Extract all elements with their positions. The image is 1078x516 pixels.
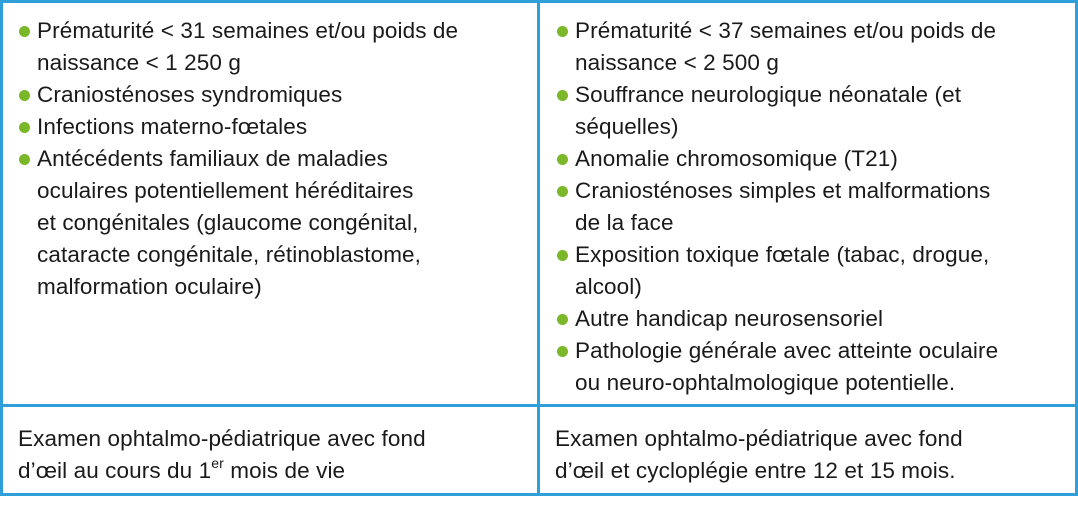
criteria-item-line: alcool)	[575, 274, 642, 299]
right-exam-cell	[540, 407, 1078, 496]
bullet-dot-icon	[19, 90, 30, 101]
left-criteria-list	[17, 15, 523, 303]
left-exam-cell	[3, 407, 540, 496]
left-exam-line-1: Examen ophtalmo-pédiatrique avec fond	[18, 426, 426, 451]
bullet-dot-icon	[557, 154, 568, 165]
criteria-item	[555, 15, 1064, 79]
criteria-item-line: malformation oculaire)	[37, 274, 262, 299]
criteria-item	[17, 143, 523, 303]
right-criteria-cell	[540, 3, 1078, 407]
criteria-item	[17, 111, 523, 143]
criteria-item-line: de la face	[575, 210, 674, 235]
criteria-item	[555, 335, 1064, 399]
criteria-item-line: naissance < 2 500 g	[575, 50, 779, 75]
criteria-item-line: Pathologie générale avec atteinte oculaire	[575, 338, 999, 363]
bullet-dot-icon	[557, 250, 568, 261]
criteria-item-line: oculaires potentiellement héréditaires	[37, 178, 414, 203]
criteria-item	[17, 79, 523, 111]
right-exam-line-2: d’œil et cycloplégie entre 12 et 15 mois.	[555, 458, 956, 483]
criteria-item-line: Antécédents familiaux de maladies	[37, 146, 388, 171]
left-exam-text-end: mois de vie	[223, 458, 346, 483]
bullet-dot-icon	[557, 314, 568, 325]
criteria-item-line: Craniosténoses syndromiques	[37, 82, 343, 107]
bullet-dot-icon	[19, 154, 30, 165]
left-criteria-cell	[3, 3, 540, 407]
criteria-item-line: et congénitales (glaucome congénital,	[37, 210, 419, 235]
criteria-item	[555, 175, 1064, 239]
right-exam-line-1: Examen ophtalmo-pédiatrique avec fond	[555, 426, 963, 451]
criteria-item	[555, 303, 1064, 335]
bullet-dot-icon	[557, 186, 568, 197]
bullet-dot-icon	[19, 122, 30, 133]
criteria-item-line: ou neuro-ophtalmologique potentielle.	[575, 370, 956, 395]
criteria-item	[555, 239, 1064, 303]
left-exam-text: d’œil au cours du 1	[18, 458, 212, 483]
criteria-item-line: cataracte congénitale, rétinoblastome,	[37, 242, 422, 267]
criteria-item-line: naissance < 1 250 g	[37, 50, 241, 75]
criteria-item	[555, 79, 1064, 143]
criteria-item-line: Craniosténoses simples et malformations	[575, 178, 991, 203]
bullet-dot-icon	[557, 90, 568, 101]
bullet-dot-icon	[557, 26, 568, 37]
right-criteria-list	[555, 15, 1064, 399]
criteria-item-line: Autre handicap neurosensoriel	[575, 306, 884, 331]
left-exam-line-2	[18, 455, 523, 487]
criteria-item-line: Souffrance neurologique néonatale (et	[575, 82, 962, 107]
criteria-item-line: Anomalie chromosomique (T21)	[575, 146, 898, 171]
criteria-item-line: Prématurité < 31 semaines et/ou poids de	[37, 18, 459, 43]
criteria-item	[555, 143, 1064, 175]
criteria-item-line: Prématurité < 37 semaines et/ou poids de	[575, 18, 997, 43]
criteria-item-line: Exposition toxique fœtale (tabac, drogue,	[575, 242, 990, 267]
bullet-dot-icon	[557, 346, 568, 357]
criteria-item-line: Infections materno-fœtales	[37, 114, 308, 139]
bullet-dot-icon	[19, 26, 30, 37]
criteria-item	[17, 15, 523, 79]
ordinal-superscript: er	[211, 454, 224, 471]
criteria-item-line: séquelles)	[575, 114, 679, 139]
